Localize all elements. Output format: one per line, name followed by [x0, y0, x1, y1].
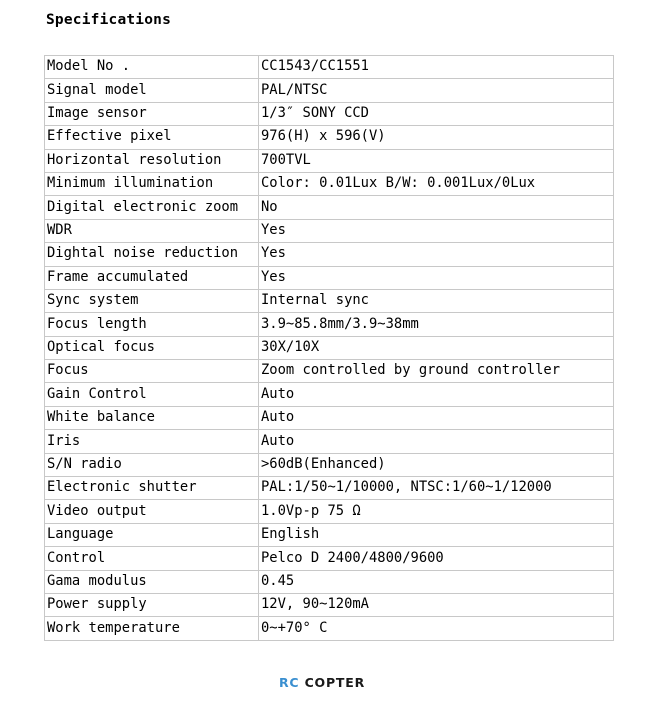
spec-value: Pelco D 2400/4800/9600	[259, 547, 614, 570]
spec-label: White balance	[45, 406, 259, 429]
spec-label: Gain Control	[45, 383, 259, 406]
spec-label: Dightal noise reduction	[45, 243, 259, 266]
table-row	[45, 336, 614, 359]
logo-rc-text: RC	[279, 675, 300, 690]
spec-value: Zoom controlled by ground controller	[259, 360, 614, 383]
spec-label: Control	[45, 547, 259, 570]
spec-label: Digital electronic zoom	[45, 196, 259, 219]
spec-value: Yes	[259, 219, 614, 242]
spec-value: 1/3″ SONY CCD	[259, 102, 614, 125]
table-row	[45, 243, 614, 266]
spec-label: Focus	[45, 360, 259, 383]
spec-label: Frame accumulated	[45, 266, 259, 289]
rc-copter-logo	[279, 675, 365, 690]
spec-value: Internal sync	[259, 289, 614, 312]
spec-value: 0~+70° C	[259, 617, 614, 640]
table-row	[45, 126, 614, 149]
spec-label: Horizontal resolution	[45, 149, 259, 172]
spec-label: Gama modulus	[45, 570, 259, 593]
table-row	[45, 266, 614, 289]
spec-value: 0.45	[259, 570, 614, 593]
spec-value: Auto	[259, 430, 614, 453]
spec-value: 976(H) x 596(V)	[259, 126, 614, 149]
spec-value: No	[259, 196, 614, 219]
spec-label: Language	[45, 523, 259, 546]
logo-copter-text: COPTER	[304, 675, 366, 690]
table-row	[45, 56, 614, 79]
table-row	[45, 172, 614, 195]
spec-label: Power supply	[45, 593, 259, 616]
spec-label: Iris	[45, 430, 259, 453]
spec-label: Sync system	[45, 289, 259, 312]
table-row	[45, 406, 614, 429]
spec-label: Effective pixel	[45, 126, 259, 149]
spec-label: Video output	[45, 500, 259, 523]
table-row	[45, 500, 614, 523]
spec-value: Auto	[259, 383, 614, 406]
table-row	[45, 383, 614, 406]
table-row	[45, 570, 614, 593]
table-row	[45, 79, 614, 102]
table-row	[45, 149, 614, 172]
spec-value: 30X/10X	[259, 336, 614, 359]
spec-label: S/N radio	[45, 453, 259, 476]
page-title: Specifications	[46, 12, 172, 28]
spec-value: English	[259, 523, 614, 546]
table-row	[45, 477, 614, 500]
spec-value: Auto	[259, 406, 614, 429]
spec-label: Model No .	[45, 56, 259, 79]
table-row	[45, 102, 614, 125]
table-row	[45, 593, 614, 616]
spec-label: Work temperature	[45, 617, 259, 640]
spec-label: Image sensor	[45, 102, 259, 125]
specifications-table-body	[45, 56, 614, 641]
table-row	[45, 289, 614, 312]
spec-value: Color: 0.01Lux B/W: 0.001Lux/0Lux	[259, 172, 614, 195]
table-row	[45, 360, 614, 383]
spec-value: >60dB(Enhanced)	[259, 453, 614, 476]
table-row	[45, 617, 614, 640]
spec-label: Signal model	[45, 79, 259, 102]
table-row	[45, 523, 614, 546]
spec-label: Focus length	[45, 313, 259, 336]
table-row	[45, 430, 614, 453]
spec-value: 1.0Vp-p 75 Ω	[259, 500, 614, 523]
spec-label: Electronic shutter	[45, 477, 259, 500]
spec-value: PAL/NTSC	[259, 79, 614, 102]
spec-label: Optical focus	[45, 336, 259, 359]
spec-value: Yes	[259, 243, 614, 266]
spec-value: PAL:1/50~1/10000, NTSC:1/60~1/12000	[259, 477, 614, 500]
specifications-table	[44, 55, 614, 641]
spec-value: 3.9~85.8mm/3.9~38mm	[259, 313, 614, 336]
spec-value: 12V, 90~120mA	[259, 593, 614, 616]
spec-label: WDR	[45, 219, 259, 242]
spec-value: Yes	[259, 266, 614, 289]
spec-value: 700TVL	[259, 149, 614, 172]
table-row	[45, 219, 614, 242]
table-row	[45, 313, 614, 336]
spec-label: Minimum illumination	[45, 172, 259, 195]
spec-value: CC1543/CC1551	[259, 56, 614, 79]
table-row	[45, 453, 614, 476]
table-row	[45, 196, 614, 219]
table-row	[45, 547, 614, 570]
